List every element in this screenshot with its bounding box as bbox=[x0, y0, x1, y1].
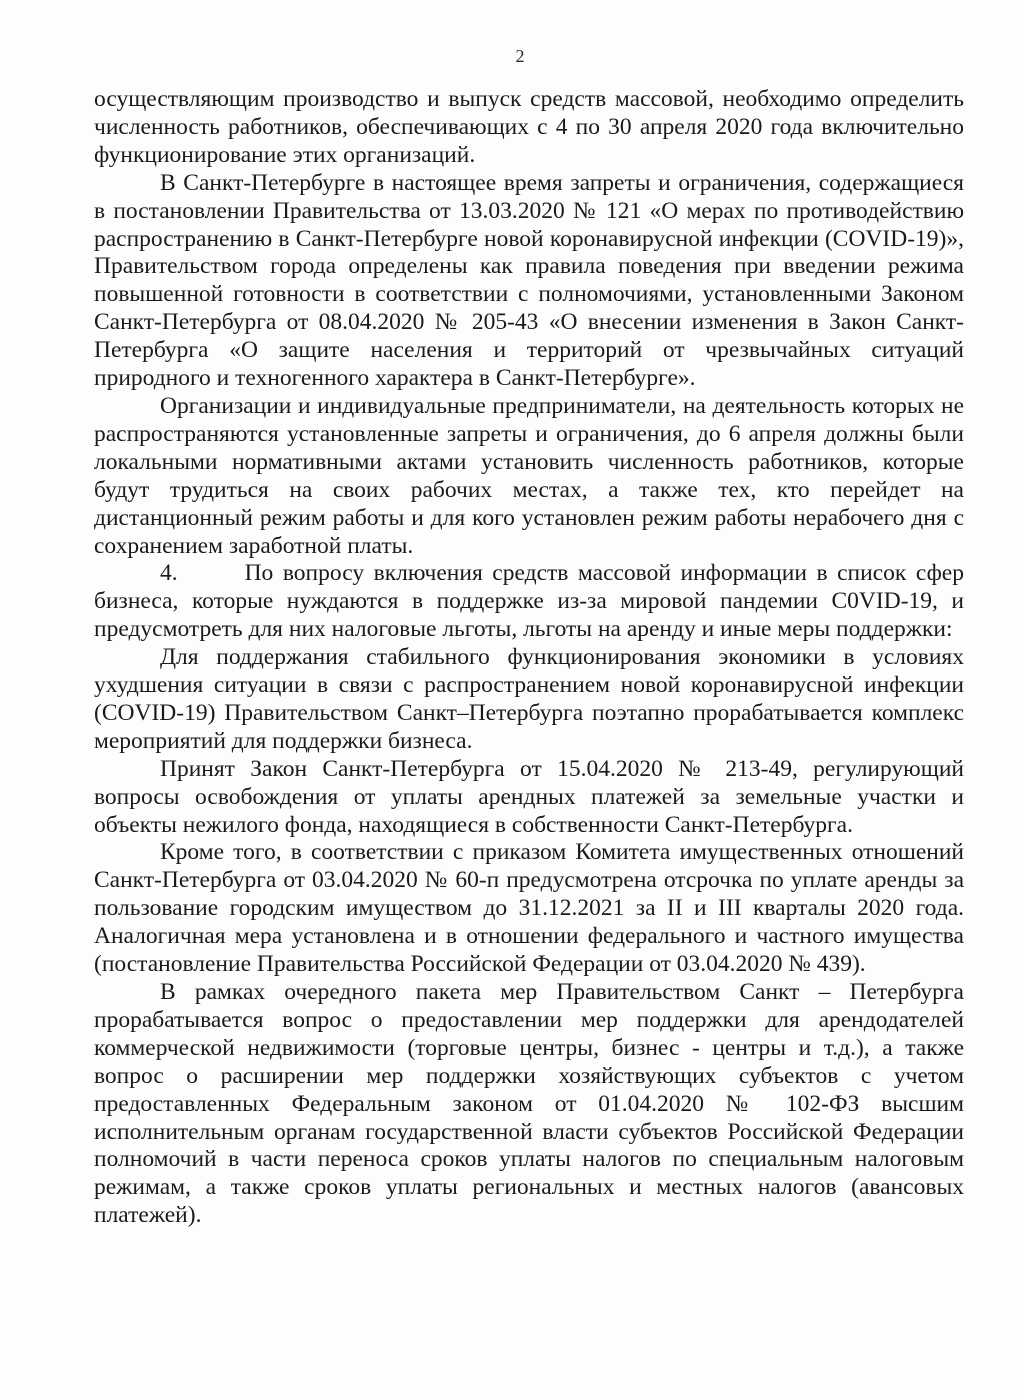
paragraph-continuation: осуществляющим производство и выпуск средств массовой, необходимо определить численность работников, обеспечивающих с 4 по 30 апреля 2020 года включительно функционирование этих организаций. bbox=[94, 86, 964, 168]
paragraph-rent-deferral: Кроме того, в соответствии с приказом Комитета имущественных отношений Санкт-Петербурга от 03.04.2020 № 60-п предусмотрена отсрочка по уплате аренды за пользование городским имуществом до 31.12.2021 за II и III кварталы 2020 года. Аналогичная мера установлена и в отношении федерального и частного имущества (постановление Правительства Российской Федерации от 03.04.2020 № 439). bbox=[94, 839, 964, 978]
paragraph-next-package: В рамках очередного пакета мер Правительством Санкт – Петербурга прорабатывается вопрос о предоставлении мер поддержки для арендодателей коммерческой недвижимости (торговые центры, бизнес - центры и т.д.), а также вопрос о расширении мер поддержки хозяйствующих субъектов с учетом предоставленных Федеральным законом от 01.04.2020 № 102-ФЗ высшим исполнительным органам государственной власти субъектов Российской Федерации полномочий в части переноса сроков уплаты налогов по специальным налоговым режимам, а также сроков уплаты региональных и местных налогов (авансовых платежей). bbox=[94, 979, 964, 1229]
paragraph-item-4: 4. По вопросу включения средств массовой информации в список сфер бизнеса, которые нуждаются в поддержке из-за мировой пандемии C0VID-19, и предусмотреть для них налоговые льготы, льготы на аренду и иные меры поддержки: bbox=[94, 560, 964, 643]
paragraph-law-213: Принят Закон Санкт-Петербурга от 15.04.2020 № 213-49, регулирующий вопросы освобождения от уплаты арендных платежей за земельные участки и объекты нежилого фонда, находящиеся в собственности Санкт-Петербурга. bbox=[94, 755, 964, 838]
paragraph-organizations: Организации и индивидуальные предприниматели, на деятельность которых не распространяются установленные запреты и ограничения, до 6 апреля должны были локальными нормативными актами установить численность работников, которые будут трудиться на своих рабочих местах, а также тех, кто перейдет на дистанционный режим работы и для кого установлен режим работы нерабочего дня с сохранением заработной платы. bbox=[94, 392, 964, 559]
document-body bbox=[94, 86, 964, 1230]
paragraph-restrictions: В Санкт-Петербурге в настоящее время запреты и ограничения, содержащиеся в постановлении Правительства от 13.03.2020 № 121 «О мерах по противодействию распространению в Санкт-Петербурге новой коронавирусной инфекции (COVID-19)», Правительством города определены как правила поведения при введении режима повышенной готовности в соответствии с полномочиями, установленными Законом Санкт-Петербурга от 08.04.2020 № 205-43 «О внесении изменения в Закон Санкт-Петербурга «О защите населения и территорий от чрезвычайных ситуаций природного и техногенного характера в Санкт-Петербурге». bbox=[94, 169, 964, 392]
paragraph-economy-support: Для поддержания стабильного функционирования экономики в условиях ухудшения ситуации в связи с распространением новой коронавирусной инфекции (COVID-19) Правительством Санкт–Петербурга поэтапно прорабатывается комплекс мероприятий для поддержки бизнеса. bbox=[94, 644, 964, 754]
page-number: 2 bbox=[515, 46, 525, 66]
